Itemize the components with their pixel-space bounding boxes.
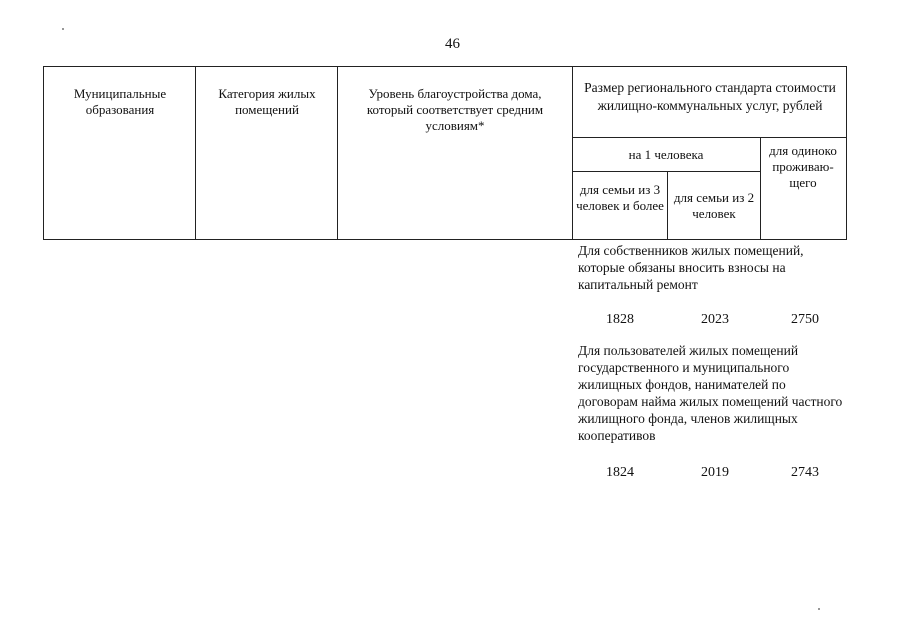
table-divider [572, 171, 760, 172]
table-divider [337, 67, 338, 239]
header-family-3plus: для семьи из 3 человек и более [576, 182, 664, 213]
page-number: 46 [445, 36, 460, 52]
header-standard-size: Размер регионального стандарта стоимости жилищно-коммунальных услуг, рублей [584, 80, 836, 113]
section-value: 1824 [606, 465, 634, 480]
header-per-person: на 1 человека [628, 147, 704, 162]
table-divider [195, 67, 196, 239]
section-label: Для собственников жилых помещений, которые обязаны вносить взносы на капитальный ремонт [578, 243, 804, 292]
header-amenities: Уровень благоустройства дома, который соответствует средним условиям* [366, 86, 544, 133]
section-label: Для пользователей жилых помещений государственного и муниципального жилищных фондов, нанимателей по договорам найма жилых помещений частного жилищного фонда, членов жилищных кооперативов [578, 343, 843, 443]
header-municipalities: Муниципальные образования [73, 86, 167, 117]
section-value: 2019 [701, 465, 729, 480]
scan-speck [818, 608, 820, 610]
header-category: Категория жилых помещений [218, 86, 316, 117]
table-divider [667, 171, 668, 239]
table-divider [572, 137, 846, 138]
section-value: 1828 [606, 312, 634, 327]
header-single-resident: для одиноко проживаю-щего [769, 143, 837, 190]
table-divider [572, 67, 573, 239]
section-value: 2750 [791, 312, 819, 327]
section-value: 2023 [701, 312, 729, 327]
section-value: 2743 [791, 465, 819, 480]
scan-speck [62, 28, 64, 30]
table-divider [760, 137, 761, 239]
header-table [43, 66, 847, 240]
header-family-2: для семьи из 2 человек [673, 190, 755, 221]
